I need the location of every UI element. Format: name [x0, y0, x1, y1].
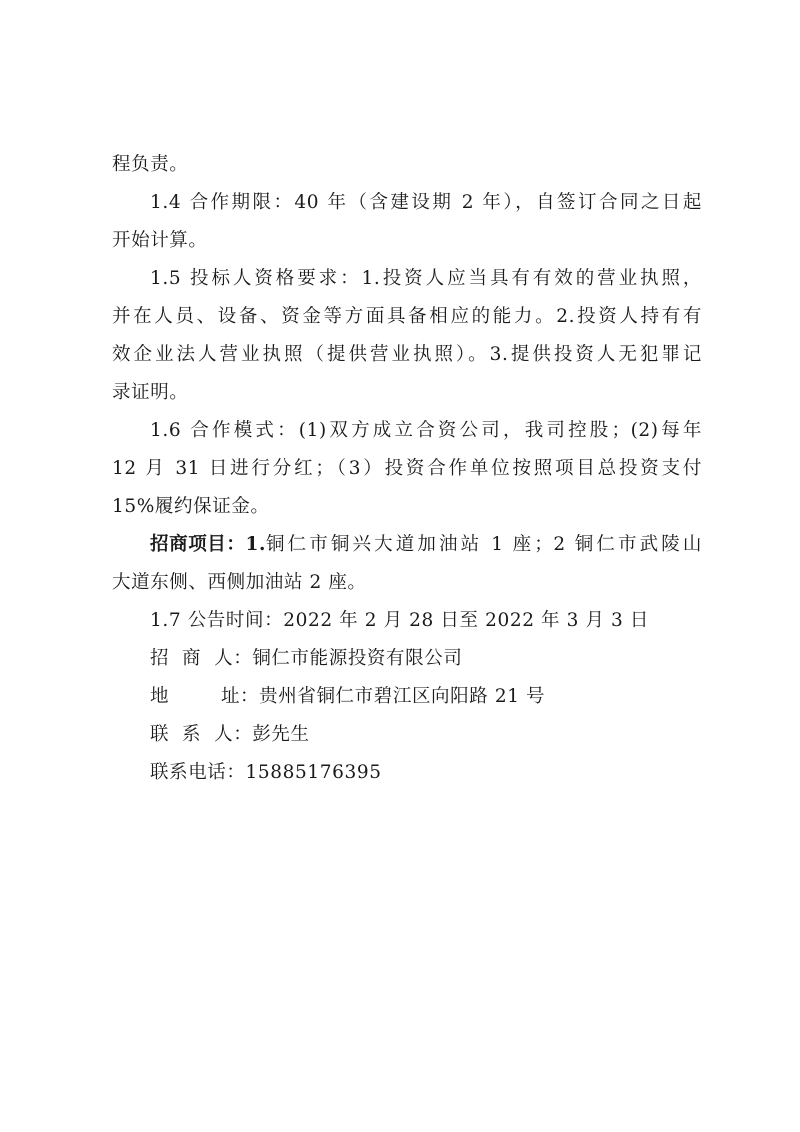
contact-value: 彭先生 [252, 724, 310, 745]
contact-value: 铜仁市能源投资有限公司 [252, 648, 463, 669]
paragraph-line: 并在人员、设备、资金等方面具备相应的能力。2.投资人持有有 [112, 306, 702, 327]
contact-label: 地 址： [150, 686, 260, 707]
contact-row [150, 760, 382, 786]
project-text: 铜仁市铜兴大道加油站 1 座；2 铜仁市武陵山 [266, 534, 702, 555]
paragraph-line: 开始计算。 [112, 230, 208, 251]
paragraph-line: 程负责。 [112, 154, 189, 175]
announcement-time: 1.7 公告时间：2022 年 2 月 28 日至 2022 年 3 月 3 日 [150, 610, 650, 631]
paragraph-line: 1.5 投标人资格要求：1.投资人应当具有有效的营业执照， [150, 268, 702, 289]
paragraph-line: 效企业法人营业执照（提供营业执照）。3.提供投资人无犯罪记 [112, 344, 702, 365]
contact-label: 联 系 人： [150, 724, 253, 745]
project-label: 招商项目：1. [150, 534, 267, 555]
contact-row [150, 684, 545, 710]
project-continuation: 大道东侧、西侧加油站 2 座。 [112, 572, 367, 593]
paragraph-line: 1.6 合作模式：(1)双方成立合资公司，我司控股；(2)每年 [150, 420, 702, 441]
contact-label: 联系电话： [150, 762, 246, 783]
paragraph-line: 1.4 合作期限：40 年（含建设期 2 年），自签订合同之日起 [150, 192, 702, 213]
paragraph-line: 15%履约保证金。 [112, 496, 270, 517]
paragraph-line: 12 月 31 日进行分红；（3）投资合作单位按照项目总投资支付 [112, 458, 702, 479]
contact-row [150, 646, 462, 672]
contact-row [150, 722, 310, 748]
paragraph-line: 录证明。 [112, 382, 189, 403]
contact-value: 15885176395 [245, 762, 382, 783]
project-line [150, 532, 702, 558]
contact-value: 贵州省铜仁市碧江区向阳路 21 号 [259, 686, 546, 707]
contact-label: 招 商 人： [150, 648, 253, 669]
